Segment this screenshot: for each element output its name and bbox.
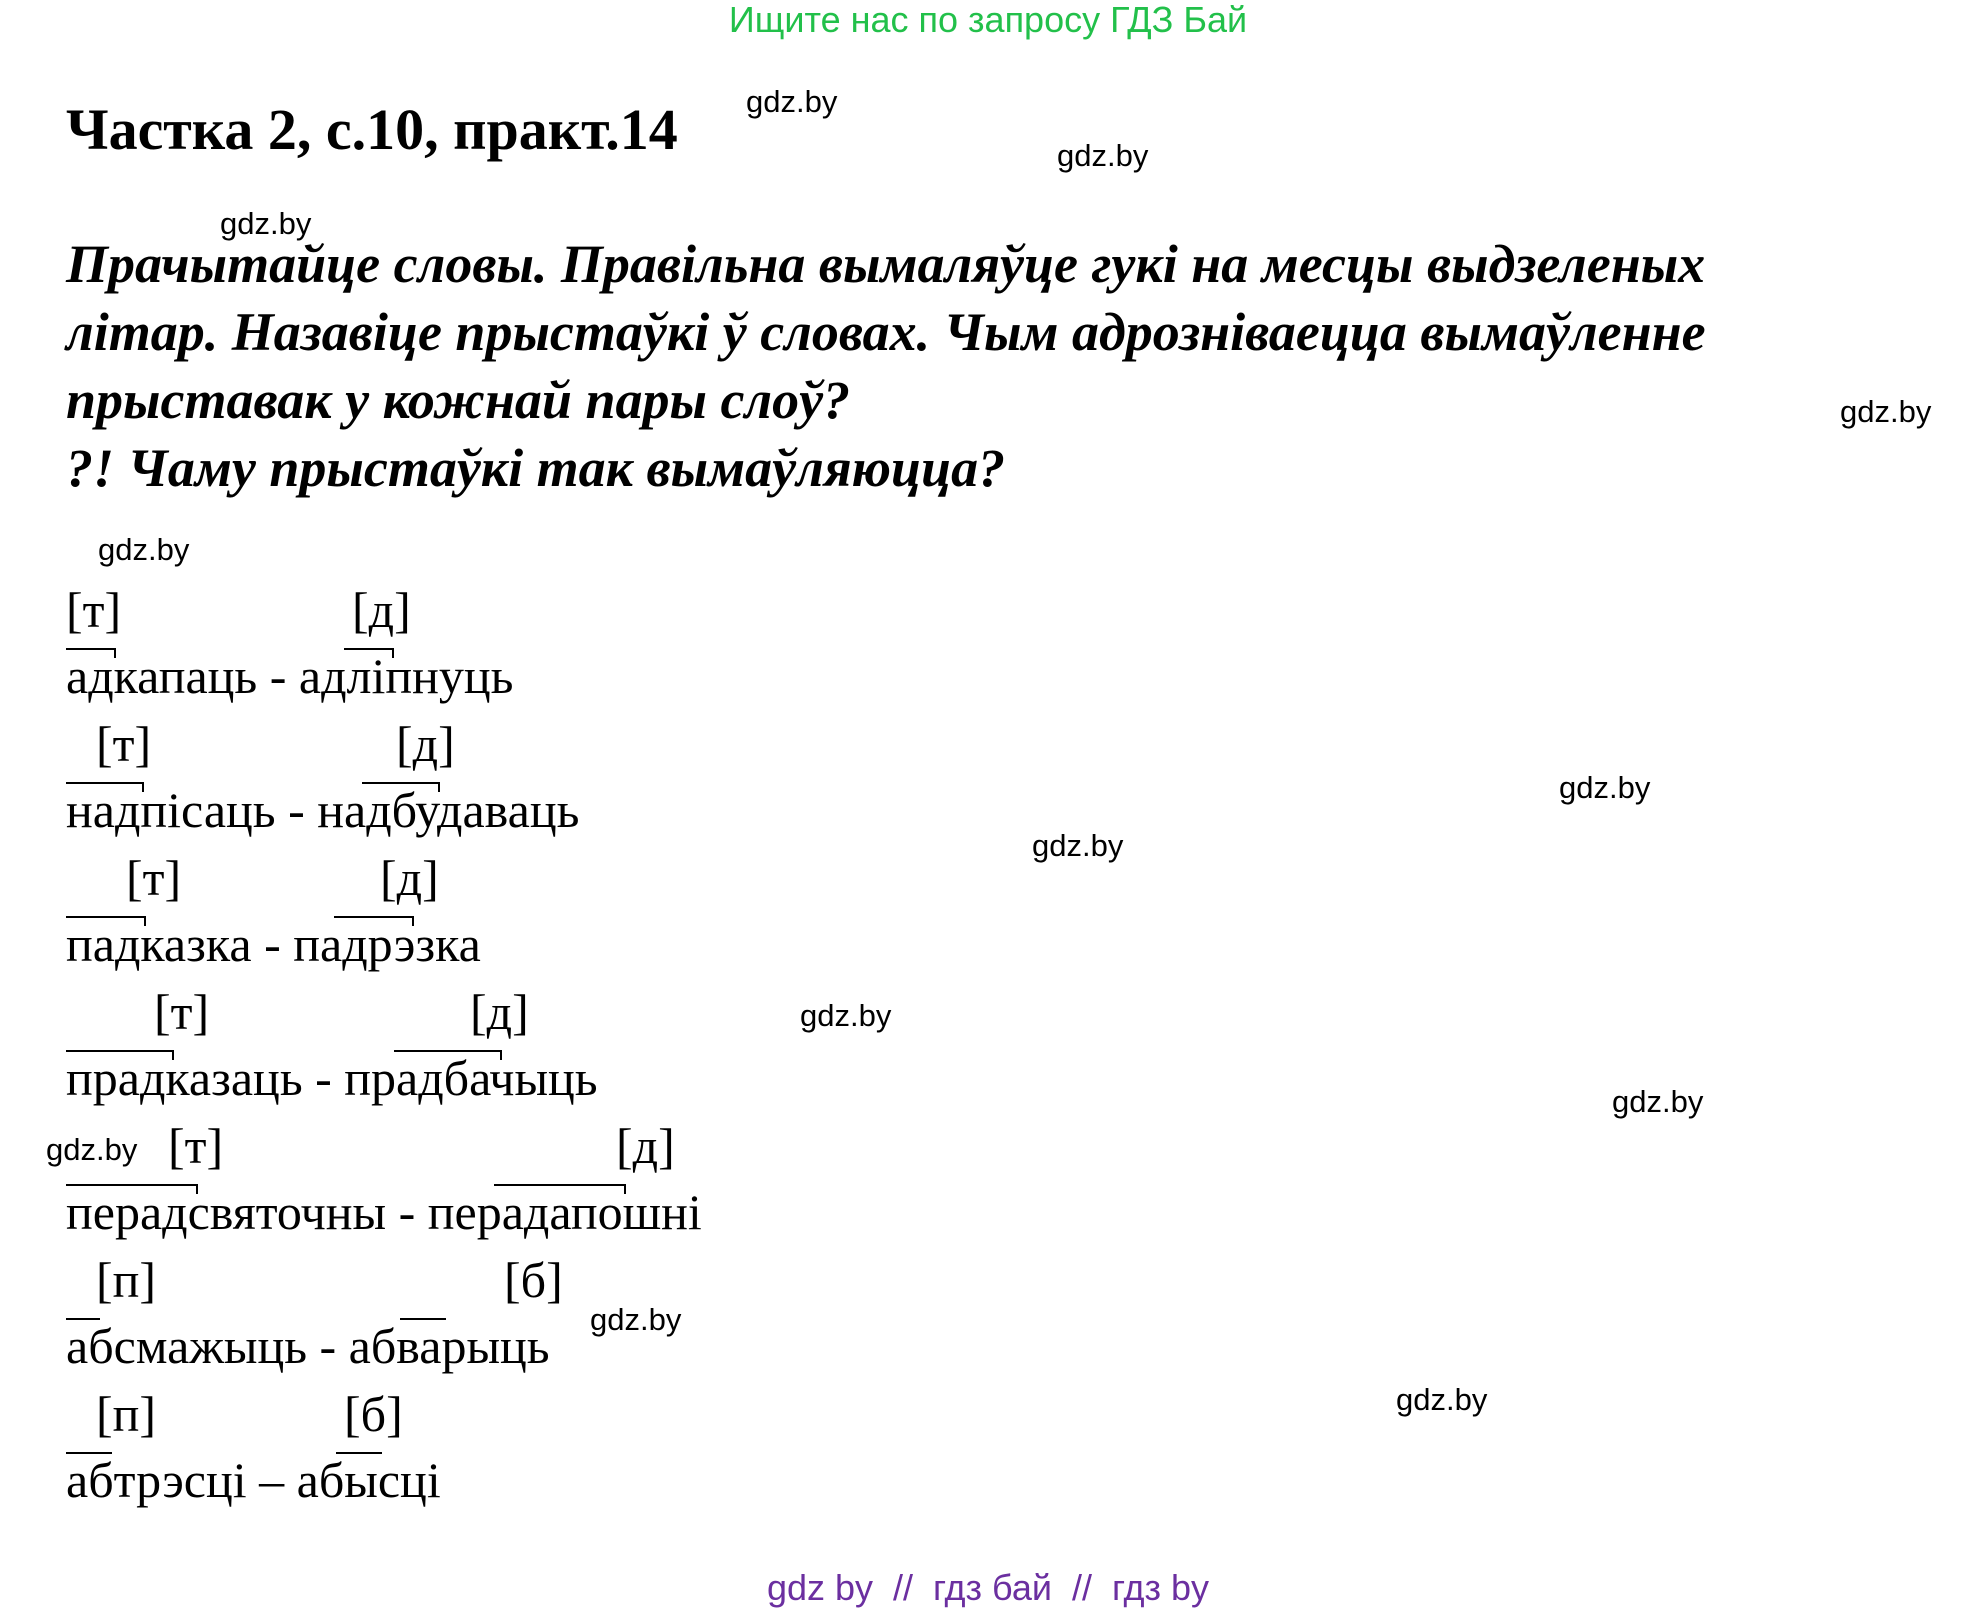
transcription-2: [д]: [616, 1118, 675, 1174]
word-right: падрэзка: [293, 916, 481, 972]
word-left: прадказаць: [66, 1050, 303, 1106]
word-pair-7: [66, 1452, 441, 1508]
transcription-2: [д]: [470, 984, 529, 1040]
separator: -: [386, 1184, 428, 1240]
footer-links: gdz by // гдз бай // гдз by: [766, 1567, 1210, 1608]
word-left: адкапаць: [66, 648, 258, 704]
word-right: абварыць: [348, 1318, 550, 1374]
transcription-2: [д]: [396, 716, 455, 772]
word-pair-2: [66, 782, 579, 838]
word-pair-5: [66, 1184, 702, 1240]
transcription-1: [т]: [168, 1118, 224, 1174]
watermark: gdz.by: [1032, 828, 1124, 863]
transcription-2: [б]: [344, 1386, 403, 1442]
transcription-2: [д]: [352, 582, 411, 638]
word-right: абысці: [296, 1452, 441, 1508]
watermark: gdz.by: [590, 1302, 682, 1337]
task-line-1: Прачытайце словы. Правільна вымаляўце гукі на месцы выдзеленых: [66, 234, 1706, 294]
watermark: gdz.by: [1840, 394, 1932, 429]
word-right: адліпнуць: [298, 648, 514, 704]
word-left: падказка: [66, 916, 252, 972]
task-line-4: ?! Чаму прыстаўкі так вымаўляюцца?: [66, 438, 1006, 498]
watermark: gdz.by: [1612, 1084, 1704, 1119]
word-left: перадсвяточны: [66, 1184, 387, 1240]
watermark: gdz.by: [98, 532, 190, 567]
transcription-1: [т]: [154, 984, 210, 1040]
transcription-1: [т]: [96, 716, 152, 772]
separator: –: [246, 1452, 297, 1508]
word-pair-1: [66, 648, 513, 704]
word-right: перадапошні: [427, 1184, 702, 1240]
separator: -: [307, 1318, 349, 1374]
transcription-2: [д]: [380, 850, 439, 906]
watermark: gdz.by: [800, 998, 892, 1033]
word-pair-4: [66, 1050, 598, 1106]
word-right: надбудаваць: [317, 782, 580, 838]
transcription-1: [т]: [66, 582, 122, 638]
word-left: абсмажыць: [66, 1318, 308, 1374]
watermark: gdz.by: [1559, 770, 1651, 805]
watermark: gdz.by: [746, 84, 838, 119]
separator: -: [251, 916, 294, 972]
word-pair-3: [66, 916, 481, 972]
separator: -: [257, 648, 299, 704]
word-left: надпісаць: [66, 782, 276, 838]
watermark: gdz.by: [1396, 1382, 1488, 1417]
transcription-2: [б]: [504, 1252, 563, 1308]
separator: -: [302, 1050, 345, 1106]
word-pair-6: [66, 1318, 550, 1374]
transcription-1: [п]: [96, 1386, 157, 1442]
top-banner: Ищите нас по запросу ГДЗ Бай: [728, 0, 1248, 40]
separator: -: [275, 782, 318, 838]
watermark: gdz.by: [220, 206, 312, 241]
page-title: Частка 2, с.10, практ.14: [66, 97, 678, 162]
watermark: gdz.by: [1057, 138, 1149, 173]
word-right: прадбачыць: [344, 1050, 598, 1106]
word-left: абтрэсці: [66, 1452, 247, 1508]
watermark: gdz.by: [46, 1132, 138, 1167]
transcription-1: [п]: [96, 1252, 157, 1308]
task-line-3: прыставак у кожнай пары слоў?: [66, 370, 851, 430]
transcription-1: [т]: [126, 850, 182, 906]
task-line-2: літар. Назавіце прыстаўкі ў словах. Чым адрозніваецца вымаўленне: [66, 302, 1706, 362]
